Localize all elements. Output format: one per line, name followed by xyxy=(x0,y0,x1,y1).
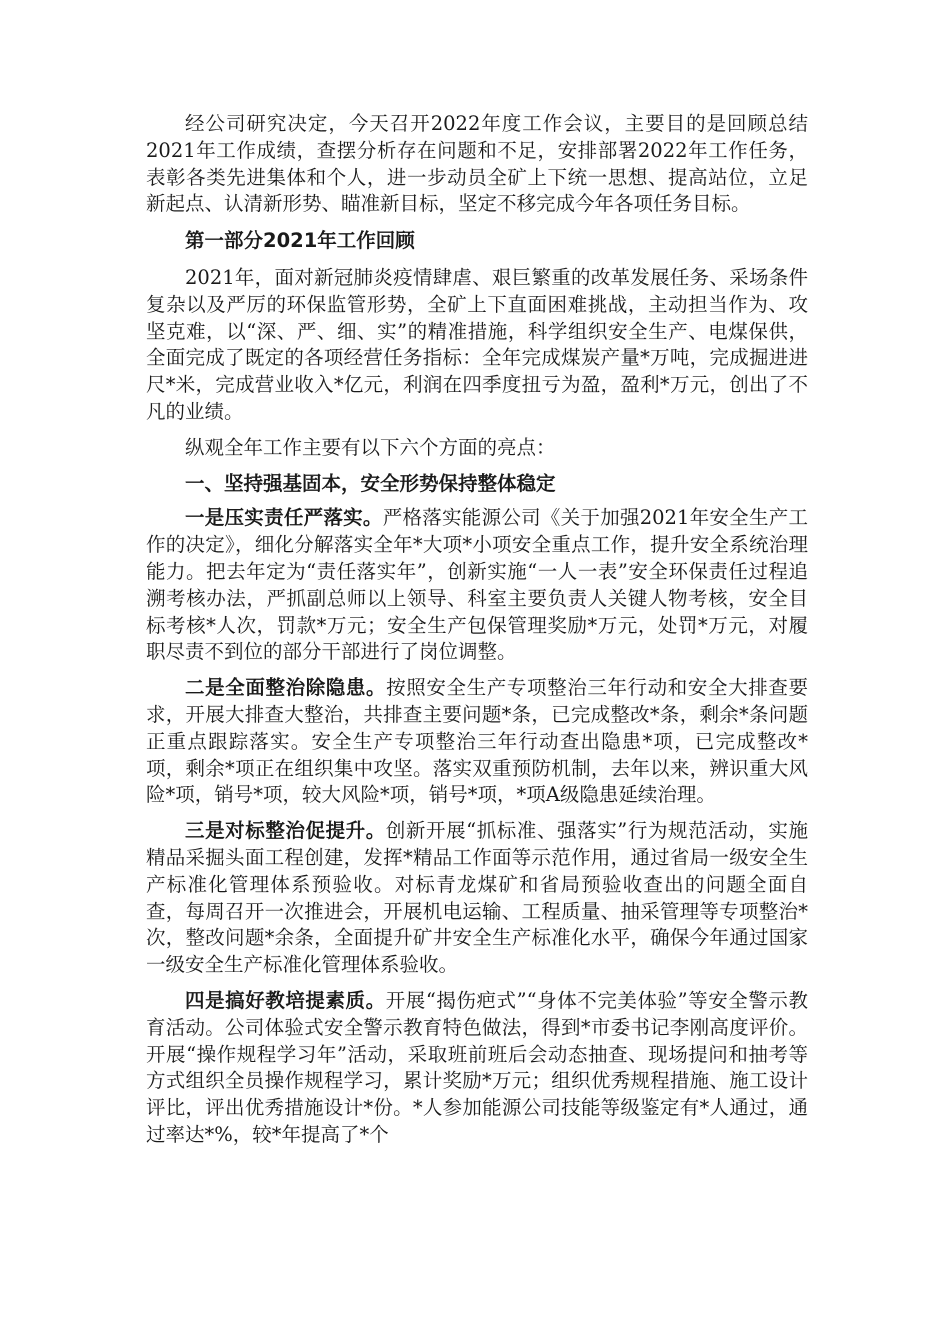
item-paragraph xyxy=(146,505,808,666)
document-body xyxy=(146,111,808,1158)
section-heading-text: 一、坚持强基固本，安全形势保持整体稳定 xyxy=(185,471,556,495)
review-paragraph: 2021年，面对新冠肺炎疫情肆虐、艰巨繁重的改革发展任务、采场条件复杂以及严厉的环保监管形势，全矿上下直面困难挑战，主动担当作为、攻坚克难，以“深、严、细、实”的精准措施，科学组织安全生产、电煤保供，全面完成了既定的各项经营任务指标：全年完成煤炭产量*万吨，完成掘进进尺*米，完成营业收入*亿元，利润在四季度扭亏为盈，盈利*万元，创出了不凡的业绩。 xyxy=(146,265,808,423)
item-body: 开展“揭伤疤式”“身体不完美体验”等安全警示教育活动。公司体验式安全警示教育特色做法，得到*市委书记李刚高度评价。开展“操作规程学习年”活动，采取班前班后会动态抽查、现场提问和抽考等方式组织全员操作规程学习，累计奖励*万元；组织优秀规程措施、施工设计评比，评出优秀措施设计*份。*人参加能源公司技能等级鉴定有*人通过，通过率达*%，较*年提高了*个 xyxy=(146,988,808,1146)
highlights-intro: 纵观全年工作主要有以下六个方面的亮点： xyxy=(185,435,556,459)
item-lead: 三是对标整治促提升。 xyxy=(185,819,386,843)
item-paragraph xyxy=(146,988,808,1149)
item-body: 创新开展“抓标准、强落实”行为规范活动，实施精品采掘头面工程创建，发挥*精品工作面等示范作用，通过省局一级安全生产标准化管理体系预验收。对标青龙煤矿和省局预验收查出的问题全面自查，每周召开一次推进会，开展机电运输、工程质量、抽采管理等专项整治*次，整改问题*余条，全面提升矿井安全生产标准化水平，确保今年通过国家一级安全生产标准化管理体系验收。 xyxy=(146,819,808,977)
item-lead: 四是搞好教培提素质。 xyxy=(185,988,386,1012)
part-title-text: 第一部分2021年工作回顾 xyxy=(185,229,415,253)
intro-paragraph: 经公司研究决定，今天召开2022年度工作会议，主要目的是回顾总结2021年工作成绩，查摆分析存在问题和不足，安排部署2022年工作任务，表彰各类先进集体和个人，进一步动员全矿上下统一思想、提高站位，立足新起点、认清新形势、瞄准新目标，坚定不移完成今年各项任务目标。 xyxy=(146,112,808,216)
item-body: 严格落实能源公司《关于加强2021年安全生产工作的决定》，细化分解落实全年*大项*小项安全重点工作，提升安全系统治理能力。把去年定为“责任落实年”，创新实施“一人一表”安全环保责任过程追溯考核办法，严抓副总师以上领导、科室主要负责人关键人物考核，安全目标考核*人次，罚款*万元；安全生产包保管理奖励*万元，处罚*万元，对履职尽责不到位的部分干部进行了岗位调整。 xyxy=(146,506,808,664)
item-paragraph xyxy=(146,818,808,979)
item-body: 按照安全生产专项整治三年行动和安全大排查要求，开展大排查大整治，共排查主要问题*条，已完成整改*条，剩余*条问题正重点跟踪落实。安全生产专项整治三年行动查出隐患*项，已完成整改*项，剩余*项正在组织集中攻坚。落实双重预防机制，去年以来，辨识重大风险*项，销号*项，较大风险*项，销号*项，*项A级隐患延续治理。 xyxy=(146,676,808,807)
part-title xyxy=(146,228,808,255)
item-lead: 一是压实责任严落实。 xyxy=(185,506,383,530)
section-heading xyxy=(146,471,808,498)
item-paragraph xyxy=(146,675,808,809)
item-lead: 二是全面整治除隐患。 xyxy=(185,676,387,700)
